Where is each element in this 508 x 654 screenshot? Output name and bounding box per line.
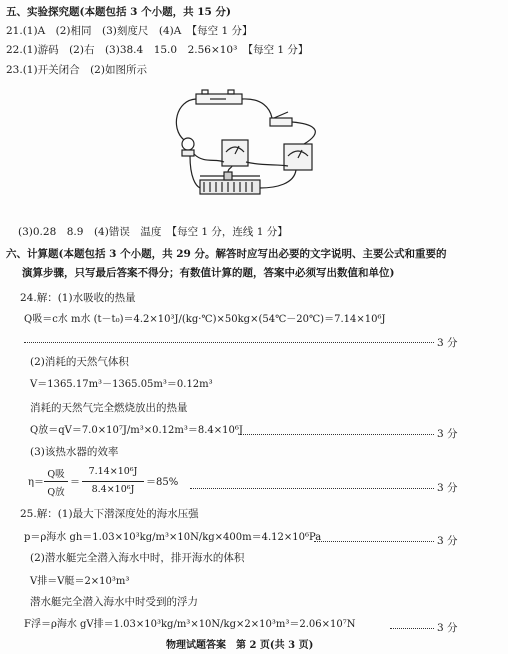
circuit-diagram xyxy=(166,88,342,206)
q25-equation-buoyancy: F浮＝ρ海水 gV排＝1.03×10³kg/m³×10N/kg×2×10³m³＝2.06×10⁷N xyxy=(24,619,356,630)
page-footer: 物理试题答案 第 2 页(共 3 页) xyxy=(166,640,314,651)
fraction-b-numerator: 7.14×10⁶J xyxy=(88,466,138,477)
q25-equation-volume: V排＝V艇＝2×10³m³ xyxy=(30,576,130,587)
fraction-a-denominator: Q放 xyxy=(47,487,65,498)
q25-score-1: 3 分 xyxy=(437,535,458,547)
q24-part3-heading: (3)该热水器的效率 xyxy=(30,446,119,458)
dot-leader xyxy=(314,541,434,542)
dot-leader xyxy=(390,628,434,629)
q24-part2-text: 消耗的天然气完全燃烧放出的热量 xyxy=(30,402,188,414)
q25-equation-pressure: p＝ρ海水 gh＝1.03×10³kg/m³×10N/kg×400m＝4.12×10⁶Pa xyxy=(24,532,322,543)
q24-equation-heat-absorbed: Q吸＝c水 m水 (t－t₀)＝4.2×10³J/(kg·℃)×50kg×(54℃－20℃)＝7.14×10⁶J xyxy=(24,314,386,325)
dot-leader xyxy=(190,488,434,489)
fraction-bar xyxy=(44,481,68,482)
q24-heading: 24.解：(1)水吸收的热量 xyxy=(20,292,136,304)
q22-answer: 22.(1)游码 (2)右 (3)38.4 15.0 2.56×10³ 【每空 1 分】 xyxy=(6,44,309,56)
dot-leader xyxy=(240,434,434,435)
q25-part2-heading: (2)潜水艇完全潜入海水中时，排开海水的体积 xyxy=(30,552,245,564)
section6-title: 六、计算题(本题包括 3 个小题，共 29 分。解答时应写出必要的文字说明、主要公式和重要的 xyxy=(6,248,447,260)
equals-sign: ＝ xyxy=(70,477,80,488)
section6-instructions: 演算步骤，只写最后答案不得分；有数值计算的题，答案中必须写出数值和单位) xyxy=(22,267,395,279)
q25-heading: 25.解：(1)最大下潜深度处的海水压强 xyxy=(20,508,199,520)
fraction-b-denominator: 8.4×10⁶J xyxy=(91,484,135,495)
q23-answer-tail: (3)0.28 8.9 (4)错误 温度 【每空 1 分，连线 1 分】 xyxy=(18,226,288,238)
fraction-bar xyxy=(82,481,144,482)
eta-symbol: η＝ xyxy=(28,477,44,488)
q25-part2-text: 潜水艇完全潜入海水中时受到的浮力 xyxy=(30,596,198,608)
efficiency-result: ＝85% xyxy=(146,477,179,488)
q24-equation-heat-released: Q放＝qV＝7.0×10⁷J/m³×0.12m³＝8.4×10⁶J xyxy=(30,425,243,436)
q24-score-3: 3 分 xyxy=(437,482,458,494)
q21-answer: 21.(1)A (2)相同 (3)刻度尺 (4)A 【每空 1 分】 xyxy=(6,25,253,37)
q23-answer: 23.(1)开关闭合 (2)如图所示 xyxy=(6,64,147,76)
section5-title: 五、实验探究题(本题包括 3 个小题，共 15 分) xyxy=(6,6,231,18)
q24-score-1: 3 分 xyxy=(437,337,458,349)
q25-score-2: 3 分 xyxy=(437,622,458,634)
q24-part2-heading: (2)消耗的天然气体积 xyxy=(30,356,129,368)
dot-leader xyxy=(24,342,434,343)
q24-score-2: 3 分 xyxy=(437,428,458,440)
q24-equation-volume: V＝1365.17m³－1365.05m³＝0.12m³ xyxy=(30,379,213,390)
fraction-a-numerator: Q吸 xyxy=(47,469,65,480)
